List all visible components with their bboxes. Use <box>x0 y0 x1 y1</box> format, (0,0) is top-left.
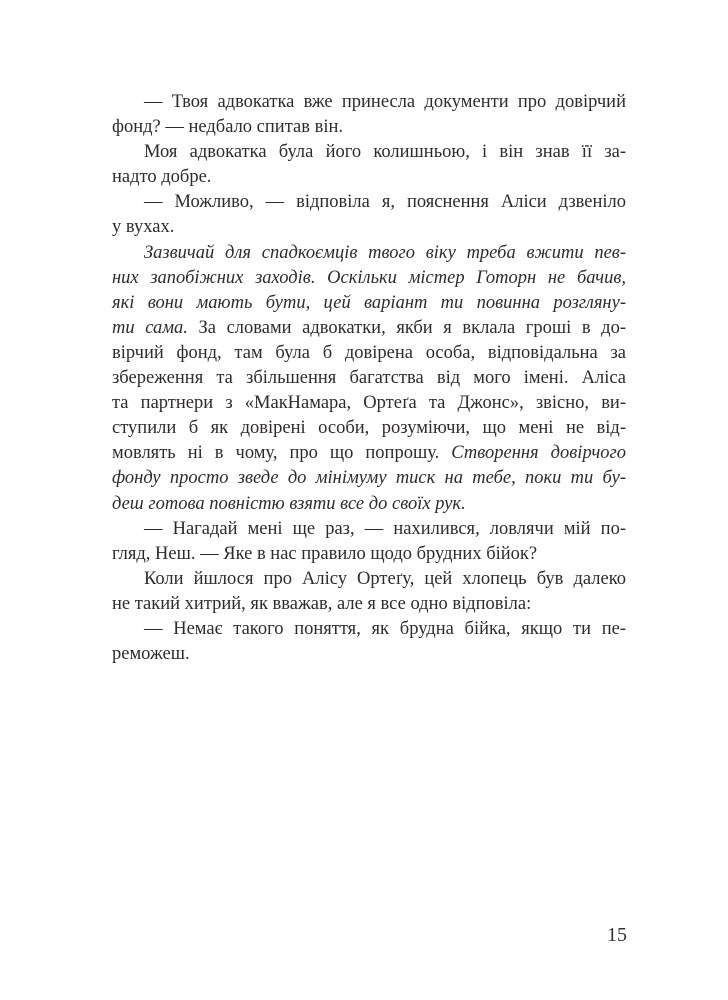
text-line <box>112 567 626 592</box>
text-line <box>112 115 626 140</box>
text-segment: — Твоя адвокатка вже принесла документи про довірчий <box>144 92 626 112</box>
text-segment: За словами адвокатки, якби я вклала гроші в до- <box>187 317 626 338</box>
page-number: 15 <box>607 924 627 946</box>
text-line <box>112 165 626 190</box>
text-segment: гляд, Неш. — Яке в нас правило щодо брудних бійок? <box>112 543 538 564</box>
italic-text: них запобіжних заходів. Оскільки містер Готорн не бачив, <box>112 267 626 288</box>
text-segment: не такий хитрий, як вважав, але я все одно відповіла: <box>112 593 532 614</box>
text-segment: реможеш. <box>112 644 190 665</box>
text-segment: фонд? — недбало спитав він. <box>112 117 343 138</box>
italic-text: ти сама. <box>112 317 188 338</box>
text-segment: у вухах. <box>112 217 175 238</box>
text-line <box>112 291 626 316</box>
text-line <box>112 266 626 291</box>
text-line <box>112 316 626 341</box>
text-line <box>112 391 626 416</box>
italic-text: Зазвичай для спадкоємців твого віку треба вжити пев- <box>144 242 626 263</box>
text-line <box>112 441 626 466</box>
text-segment: — Немає такого поняття, як брудна бійка, якщо ти пе- <box>144 618 626 639</box>
italic-text: Створення довірчого <box>451 443 626 464</box>
text-segment: збереження та збільшення багатства від мого імені. Аліса <box>112 368 626 389</box>
text-line <box>112 366 626 391</box>
text-line <box>112 466 626 491</box>
text-line <box>112 517 626 542</box>
text-line <box>112 215 626 240</box>
text-segment: ступили б як довірені особи, розуміючи, що мені не від- <box>112 418 626 439</box>
italic-text: які вони мають бути, цей варіант ти повинна розгляну- <box>112 292 626 313</box>
text-line <box>112 542 626 567</box>
text-line <box>112 190 626 215</box>
text-segment: та партнери з «МакНамара, Ортеґа та Джонс», звісно, ви- <box>112 393 626 414</box>
text-line <box>112 140 626 165</box>
text-segment: — Можливо, — відповіла я, пояснення Аліси дзвеніло <box>144 192 626 213</box>
italic-text: фонду просто зведе до мінімуму тиск на тебе, поки ти бу- <box>112 468 626 489</box>
text-segment: мовлять ні в чому, про що попрошу. <box>112 443 452 464</box>
text-segment: — Нагадай мені ще раз, — нахилився, ловлячи мій по- <box>144 518 626 539</box>
text-segment: Коли йшлося про Алісу Ортеґу, цей хлопець був далеко <box>144 568 626 589</box>
text-segment: надто добре. <box>112 167 212 188</box>
text-line <box>112 617 626 642</box>
italic-text: деш готова повністю взяти все до своїх рук. <box>112 493 466 514</box>
text-line <box>112 492 626 517</box>
text-segment: Моя адвокатка була його колишньою, і він знав її за- <box>144 142 626 163</box>
text-line <box>112 341 626 366</box>
body-text <box>112 90 626 667</box>
text-line <box>112 241 626 266</box>
text-line <box>112 592 626 617</box>
text-line <box>112 416 626 441</box>
text-line <box>112 642 626 667</box>
text-segment: вірчий фонд, там була б довірена особа, відповідальна за <box>112 342 626 363</box>
text-line <box>112 90 626 115</box>
